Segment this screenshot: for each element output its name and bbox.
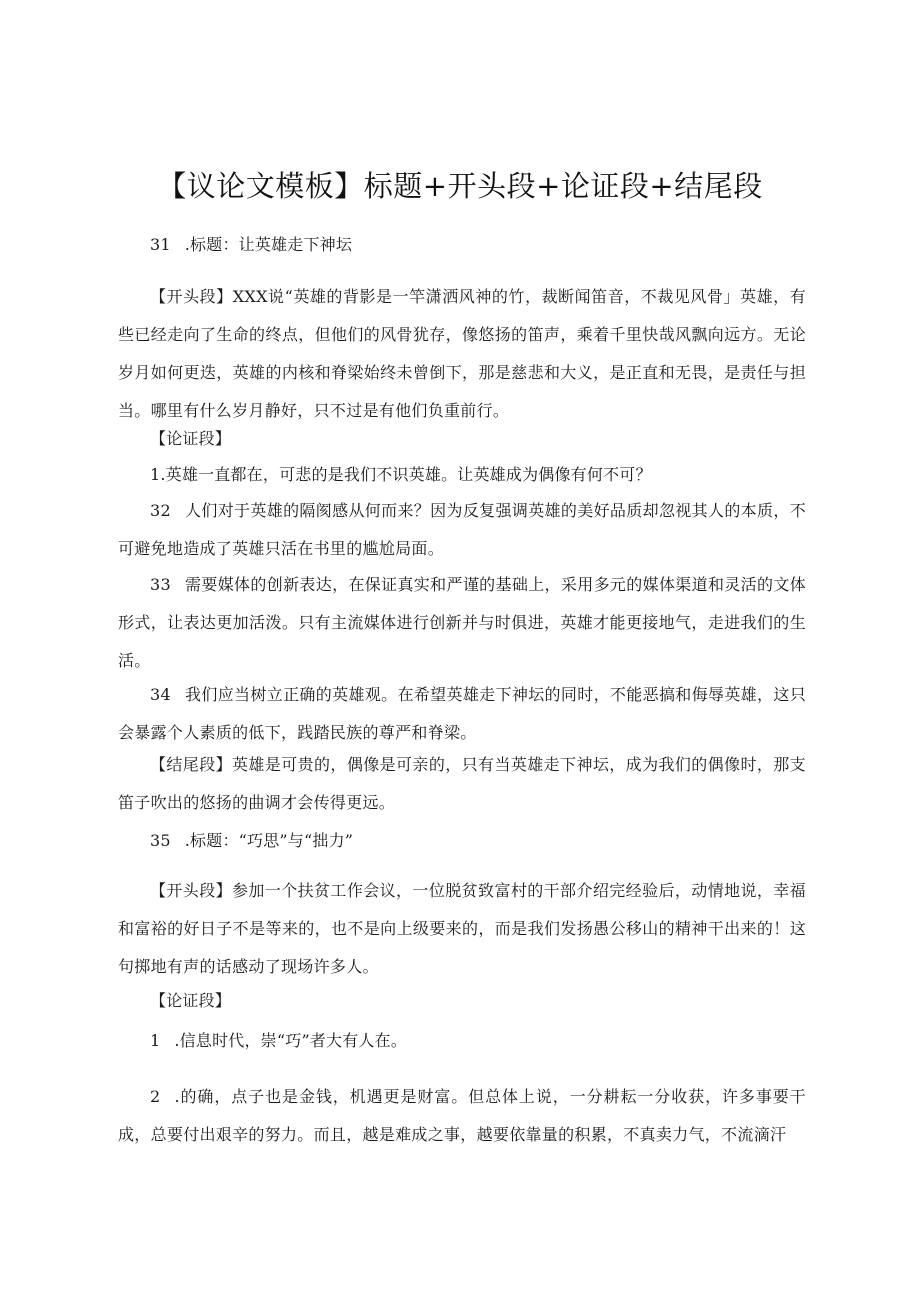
section1-closing-paragraph: 【结尾段】英雄是可贵的，偶像是可亲的，只有当英雄走下神坛，成为我们的偶像时，那支笛子吹出的悠扬的曲调才会传得更远。 xyxy=(118,755,806,812)
section1-point-1: 1.英雄一直都在，可悲的是我们不识英雄。让英雄成为偶像有何不可？ xyxy=(150,465,652,484)
section2-point-2 xyxy=(118,1078,806,1154)
section2-heading-number: 35 xyxy=(150,831,171,850)
section2-point-2-text: .的确，点子也是金钱，机遇更是财富。但总体上说，一分耕耘一分收获，许多事要干成，总要付出艰辛的努力。而且，越是难成之事，越要依靠量的积累，不真卖力气，不流滴汗 xyxy=(118,1087,806,1144)
section2-point-1 xyxy=(118,1022,808,1060)
section1-point-33-text: 需要媒体的创新表达，在保证真实和严谨的基础上，采用多元的媒体渠道和灵活的文体形式，让表达更加活泼。只有主流媒体进行创新并与时俱进，英雄才能更接地气，走进我们的生活。 xyxy=(118,575,806,670)
section1-opening-paragraph: 【开头段】XXX说“英雄的背影是一竿潇洒风神的竹，裁断闻笛音，不裁见风骨」英雄，有些已经走向了生命的终点，但他们的风骨犹存，像悠扬的笛声，乘着千里快哉风飘向远方。无论岁月如何更迭，英雄的内核和脊梁始终未曾倒下，那是慈悲和大义，是正直和无畏，是责任与担当。哪里有什么岁月静好，只不过是有他们负重前行。 xyxy=(118,287,806,420)
section1-argument-label: 【论证段】 xyxy=(150,429,232,448)
section2-point-2-number: 2 xyxy=(150,1087,161,1106)
section1-point-32-text: 人们对于英雄的隔阂感从何而来？因为反复强调英雄的美好品质却忽视其人的本质，不可避免地造成了英雄只活在书里的尴尬局面。 xyxy=(118,501,806,558)
section1-point-34-text: 我们应当树立正确的英雄观。在希望英雄走下神坛的同时，不能恶搞和侮辱英雄，这只会暴露个人素质的低下，践踏民族的尊严和脊梁。 xyxy=(118,685,806,742)
section2-point-1-number: 1 xyxy=(150,1031,161,1050)
document-title: 【议论文模板】标题+开头段+论证段+结尾段 xyxy=(157,169,763,203)
section1-point-34-number: 34 xyxy=(150,685,171,704)
section1-heading-number: 31 xyxy=(150,235,171,254)
section1-point-34 xyxy=(118,676,806,752)
section2-argument-label: 【论证段】 xyxy=(150,991,232,1010)
section2-opening-paragraph: 【开头段】参加一个扶贫工作会议，一位脱贫致富村的干部介绍完经验后，动情地说，幸福和富裕的好日子不是等来的，也不是向上级要来的，而是我们发扬愚公移山的精神干出来的！这句掷地有声的话感动了现场许多人。 xyxy=(118,881,806,976)
section1-point-33-number: 33 xyxy=(150,575,171,594)
section1-heading-text: .标题：让英雄走下神坛 xyxy=(184,235,353,254)
section2-heading xyxy=(118,822,808,860)
section2-heading-text: .标题：“巧思”与“拙力” xyxy=(184,831,354,850)
section1-point-32 xyxy=(118,492,806,568)
section1-heading xyxy=(118,226,808,264)
section1-point-33 xyxy=(118,566,806,680)
section1-point-32-number: 32 xyxy=(150,501,171,520)
section2-point-1-text: .信息时代，崇“巧”者大有人在。 xyxy=(174,1031,408,1050)
